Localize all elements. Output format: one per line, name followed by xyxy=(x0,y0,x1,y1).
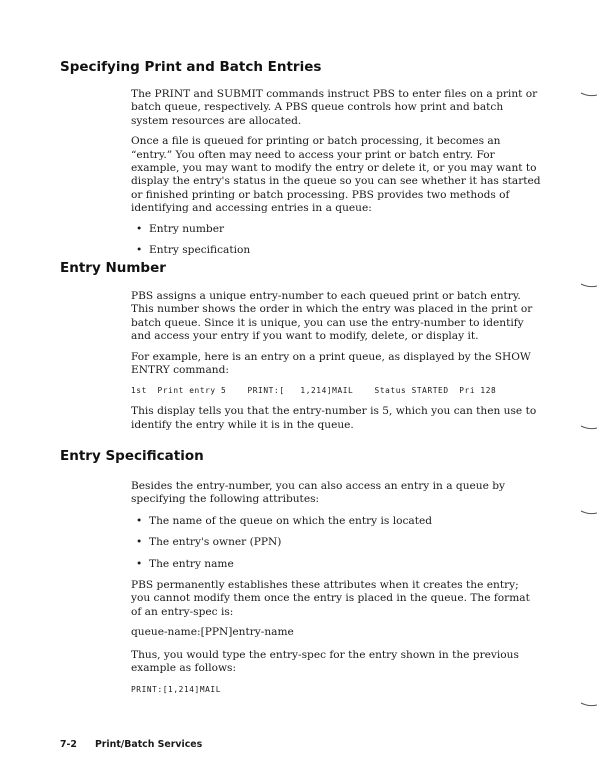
heading-entry-specification: Entry Specification xyxy=(60,448,204,464)
paragraph: Besides the entry-number, you can also access an entry in a queue by specifying the following attributes: xyxy=(131,480,506,506)
entry-spec-format: queue-name:[PPN]entry-name xyxy=(131,626,294,639)
list-item: • The entry's owner (PPN) xyxy=(131,536,541,549)
list-item: • The entry name xyxy=(131,558,541,571)
attribute-list xyxy=(131,515,541,571)
chapter-title: Print/Batch Services xyxy=(94,739,203,750)
heading-specifying-print-batch: Specifying Print and Batch Entries xyxy=(60,59,322,75)
paragraph: PBS assigns a unique entry-number to each queued print or batch entry. This number shows the order in which the entry was placed in the print or batch queue. Since it is unique, you can use the entry-number to identify and access your entry if you want to modify, delete, or display it. xyxy=(131,290,533,343)
paragraph: For example, here is an entry on a print queue, as displayed by the SHOW ENTRY command: xyxy=(131,350,531,377)
scan-mark-icon xyxy=(580,283,598,289)
method-list xyxy=(131,223,541,258)
list-item: • The name of the queue on which the entry is located xyxy=(131,515,541,528)
paragraph: This display tells you that the entry-number is 5, which you can then use to identify the entry while it is in the queue. xyxy=(131,405,537,431)
paragraph: Once a file is queued for printing or batch processing, it becomes an “entry.” You often may need to access your print or batch entry. For example, you may want to modify the entry or delete it, or you may want to display the entry's status in the queue so you can see whether it has started or finished printing or batch processing. PBS provides two methods of identifying and accessing entries in a queue: xyxy=(131,135,541,215)
scan-mark-icon xyxy=(580,510,598,516)
scan-mark-icon xyxy=(580,92,598,98)
paragraph: PBS permanently establishes these attributes when it creates the entry; you cannot modify them once the entry is placed in the queue. The format of an entry-spec is: xyxy=(131,579,530,618)
scan-mark-icon xyxy=(580,702,598,708)
page-number: 7-2 xyxy=(60,739,77,750)
page-footer xyxy=(60,739,220,750)
section2-body xyxy=(131,290,541,432)
example-output: 1st Print entry 5 PRINT:[ 1,214]MAIL Status STARTED Pri 128 xyxy=(131,386,497,396)
section1-body xyxy=(131,88,541,257)
paragraph: Thus, you would type the entry-spec for the entry shown in the previous example as follows: xyxy=(131,648,519,675)
list-item: • Entry specification xyxy=(131,244,541,257)
paragraph: The PRINT and SUBMIT commands instruct PBS to enter files on a print or batch queue, respectively. A PBS queue controls how print and batch system resources are allocated. xyxy=(131,88,538,127)
scan-mark-icon xyxy=(580,425,598,431)
example-entry-spec: PRINT:[1,214]MAIL xyxy=(131,685,221,695)
heading-entry-number: Entry Number xyxy=(60,260,166,276)
list-item: • Entry number xyxy=(131,223,541,236)
section3-body xyxy=(131,480,541,694)
